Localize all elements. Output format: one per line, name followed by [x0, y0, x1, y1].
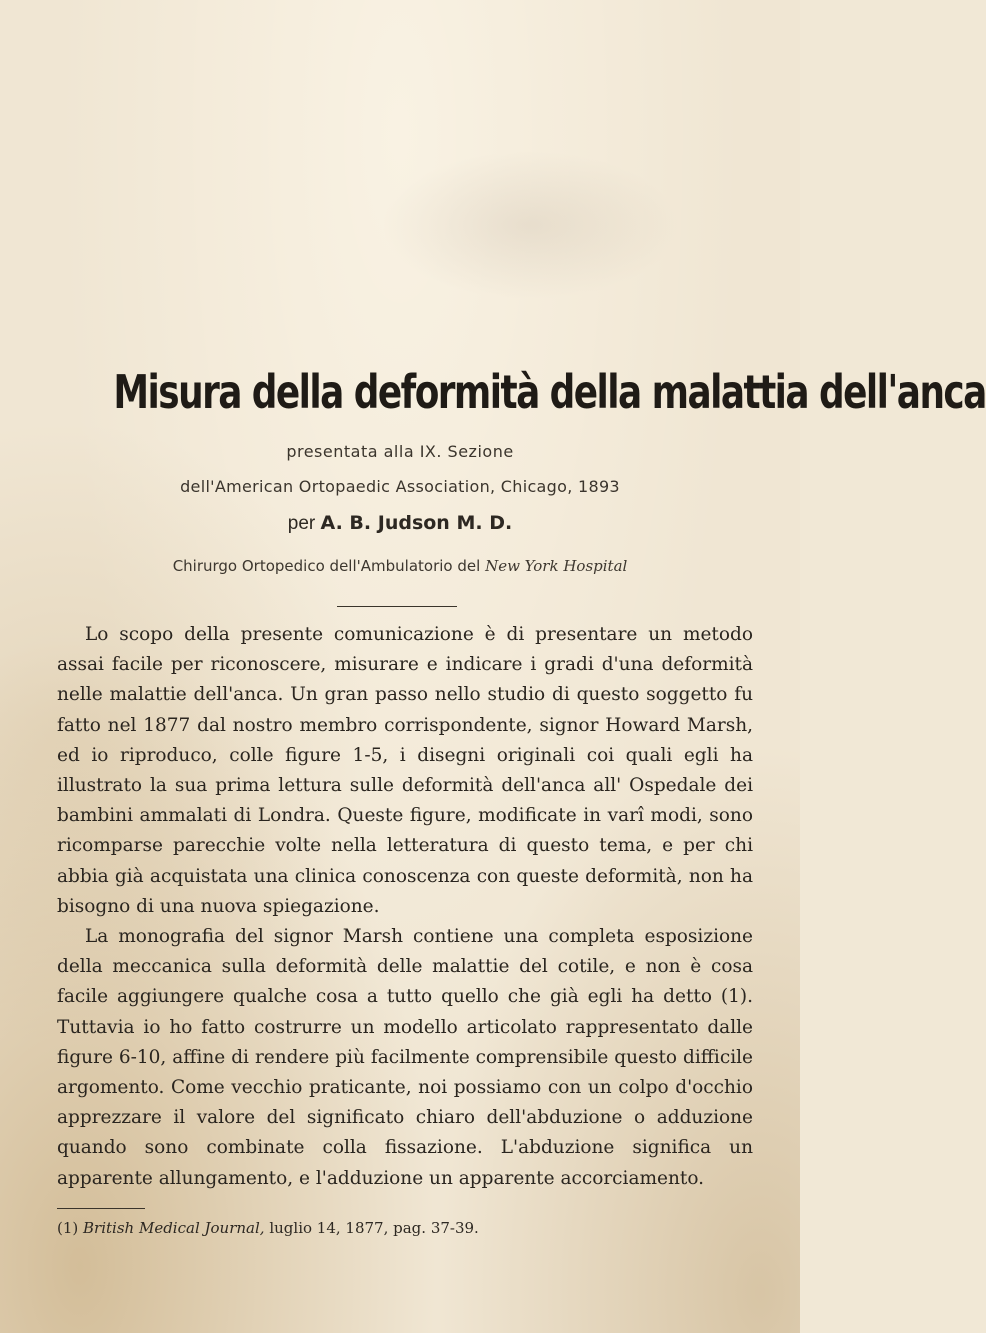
footnote-details: luglio 14, 1877, pag. 37-39. [269, 1219, 479, 1237]
author-line [0, 512, 800, 535]
footnote-divider [57, 1208, 145, 1209]
footnote [57, 1218, 757, 1238]
affiliation-hospital: New York Hospital [485, 557, 628, 575]
title-divider [337, 606, 457, 607]
author-affiliation [0, 557, 800, 575]
document-title: Misura della deformità della malattia dell'anca [113, 365, 986, 419]
society-line: dell'American Ortopaedic Association, Chicago, 1893 [180, 477, 620, 496]
footnote-journal: British Medical Journal, [83, 1219, 265, 1237]
body-text [57, 620, 753, 1194]
presentation-line: presentata alla IX. Sezione [286, 442, 514, 461]
footnote-marker: (1) [57, 1219, 79, 1237]
stamp-smudge [380, 150, 680, 300]
author-prefix: per [287, 513, 316, 534]
author-name: A. B. Judson M. D. [320, 512, 513, 534]
affiliation-text: Chirurgo Ortopedico dell'Ambulatorio del [172, 557, 481, 575]
paragraph: La monografia del signor Marsh contiene una completa esposizione della meccanica sulla deformità delle malattie del cotile, e non è cosa facile aggiungere qualche cosa a tutto quello che già egli ha detto (1). Tuttavia io ho fatto costrurre un modello articolato rappresentato dalle figure 6-10, affine di rendere più facilmente comprensibile questo difficile argomento. Come vecchio praticante, noi possiamo con un colpo d'occhio apprezzare il valore del significato chiaro dell'abduzione o adduzione quando sono combinate colla fissazione. L'abduzione significa un apparente allungamento, e l'adduzione un apparente accorciamento. [57, 926, 753, 1189]
paragraph: Lo scopo della presente comunicazione è di presentare un metodo assai facile per riconoscere, misurare e indicare i gradi d'una deformità nelle malattie dell'anca. Un gran passo nello studio di questo soggetto fu fatto nel 1877 dal nostro membro corrispondente, signor Howard Marsh, ed io riproduco, colle figure 1-5, i disegni originali coi quali egli ha illustrato la sua prima lettura sulle deformità dell'anca all' Ospedale dei bambini ammalati di Londra. Queste figure, modificate in varî modi, sono ricomparse parecchie volte nella letteratura di questo tema, e per chi abbia già acquistata una clinica conoscenza con queste deformità, non ha bisogno di una nuova spiegazione. [57, 624, 753, 917]
